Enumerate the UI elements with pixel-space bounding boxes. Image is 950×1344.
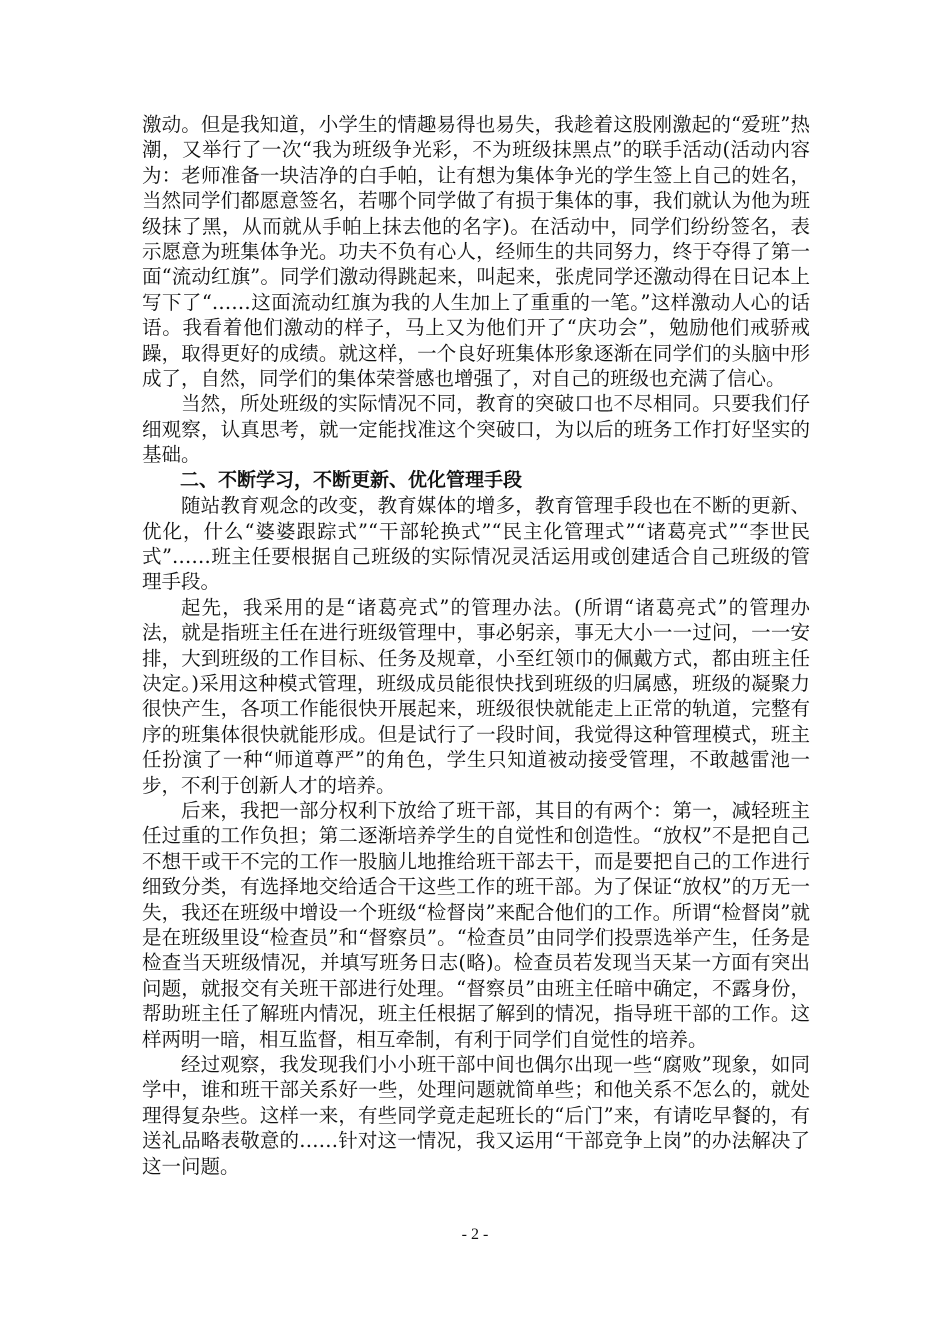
- paragraph: 当然，所处班级的实际情况不同，教育的突破口也不尽相同。只要我们仔细观察，认真思考，就一定能找准这个突破口，为以后的班务工作打好坚实的基础。: [142, 392, 810, 467]
- paragraph: 经过观察，我发现我们小小班干部中间也偶尔出现一些“腐败”现象，如同学中，谁和班干部关系好一些，处理问题就简单些；和他关系不怎么的，就处理得复杂些。这样一来，有些同学竟走起班长的“后门”来，有请吃早餐的，有送礼品略表敬意的……针对这一情况，我又运用“干部竞争上岗”的办法解决了这一问题。: [142, 1053, 810, 1178]
- paragraph-continued: 激动。但是我知道，小学生的情趣易得也易失，我趁着这股刚激起的“爱班”热潮，又举行了一次“我为班级争光彩，不为班级抹黑点”的联手活动(活动内容为：老师准备一块洁净的白手帕，让有想为集体争光的学生签上自己的姓名，当然同学们都愿意签名，若哪个同学做了有损于集体的事，我们就认为他为班级抹了黑，从而就从手帕上抹去他的名字)。在活动中，同学们纷纷签名，表示愿意为班集体争光。功夫不负有心人，经师生的共同努力，终于夺得了第一面“流动红旗”。同学们激动得跳起来，叫起来，张虎同学还激动得在日记本上写下了“……这面流动红旗为我的人生加上了重重的一笔。”这样激动人心的话语。我看着他们激动的样子，马上又为他们开了“庆功会”，勉励他们戒骄戒躁，取得更好的成绩。就这样，一个良好班集体形象逐渐在同学们的头脑中形成了，自然，同学们的集体荣誉感也增强了，对自己的班级也充满了信心。: [142, 113, 810, 391]
- section-heading: 二、不断学习，不断更新、优化管理手段: [180, 468, 523, 491]
- page-number: - 2 -: [461, 1226, 489, 1243]
- document-body: [142, 112, 810, 1179]
- paragraph: 随站教育观念的改变，教育媒体的增多，教育管理手段也在不断的更新、优化，什么“婆婆跟踪式”“干部轮换式”“民主化管理式”“诸葛亮式”“李世民式”……班主任要根据自己班级的实际情况灵活运用或创建适合自己班级的管理手段。: [142, 494, 810, 594]
- paragraph: 起先，我采用的是“诸葛亮式”的管理办法。(所谓“诸葛亮式”的管理办法，就是指班主任在进行班级管理中，事必躬亲，事无大小一一过问，一一安排，大到班级的工作目标、任务及规章，小至红领巾的佩戴方式，都由班主任决定。)采用这种模式管理，班级成员能很快找到班级的归属感，班级的凝聚力很快产生，各项工作能很快开展起来，班级很快就能走上正常的轨道，完整有序的班集体很快就能形成。但是试行了一段时间，我觉得这种管理模式，班主任扮演了一种“师道尊严”的角色，学生只知道被动接受管理，不敢越雷池一步，不利于创新人才的培养。: [142, 595, 810, 797]
- paragraph: 后来，我把一部分权利下放给了班干部，其目的有两个：第一，减轻班主任过重的工作负担；第二逐渐培养学生的自觉性和创造性。“放权”不是把自己不想干或干不完的工作一股脑儿地推给班干部去干，而是要把自己的工作进行细致分类，有选择地交给适合干这些工作的班干部。为了保证“放权”的万无一失，我还在班级中增设一个班级“检督岗”来配合他们的工作。所谓“检督岗”就是在班级里设“检查员”和“督察员”。“检查员”由同学们投票选举产生，任务是检查当天班级情况，并填写班务日志(略)。检查员若发现当天某一方面有突出问题，就报交有关班干部进行处理。“督察员”由班主任暗中确定，不露身份，帮助班主任了解班内情况，班主任根据了解到的情况，指导班干部的工作。这样两明一暗，相互监督，相互牵制，有利于同学们自觉性的培养。: [142, 798, 810, 1051]
